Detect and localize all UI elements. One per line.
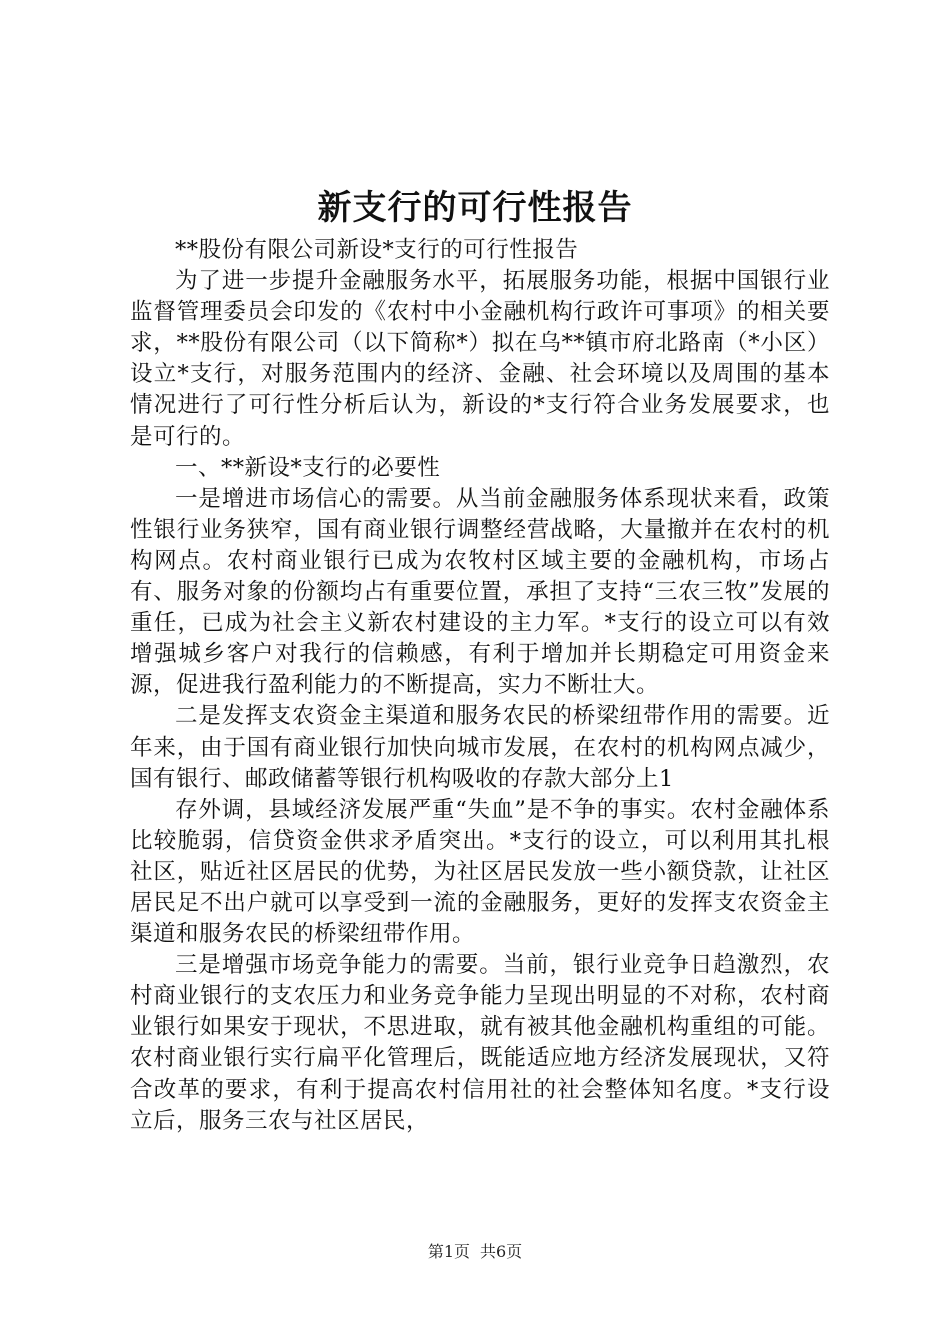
page-number: 第1页 <box>427 1242 470 1261</box>
intro-paragraph: 为了进一步提升金融服务水平，拓展服务功能，根据中国银行业监督管理委员会印发的《农村中小金融机构行政许可事项》的相关要求，**股份有限公司（以下简称*）拟在乌**镇市府北路南（*小区）设立*支行，对服务范围内的经济、金融、社会环境以及周围的基本情况进行了可行性分析后认为，新设的*支行符合业务发展要求，也是可行的。 <box>130 268 830 450</box>
body-paragraph: 存外调，县域经济发展严重“失血”是不争的事实。农村金融体系比较脆弱，信贷资金供求矛盾突出。*支行的设立，可以利用其扎根社区，贴近社区居民的优势，为社区居民发放一些小额贷款，让社区居民足不出户就可以享受到一流的金融服务，更好的发挥支农资金主渠道和服务农民的桥梁纽带作用。 <box>130 796 830 948</box>
body-paragraph: 一是增进市场信心的需要。从当前金融服务体系现状来看，政策性银行业务狭窄，国有商业银行调整经营战略，大量撤并在农村的机构网点。农村商业银行已成为农牧村区域主要的金融机构，市场占有、服务对象的份额均占有重要位置，承担了支持“三农三牧”发展的重任，已成为社会主义新农村建设的主力军。*支行的设立可以有效增强城乡客户对我行的信赖感，有利于增加并长期稳定可用资金来源，促进我行盈利能力的不断提高，实力不断壮大。 <box>130 485 830 699</box>
body-paragraph: 二是发挥支农资金主渠道和服务农民的桥梁纽带作用的需要。近年来，由于国有商业银行加快向城市发展，在农村的机构网点减少，国有银行、邮政储蓄等银行机构吸收的存款大部分上1 <box>130 703 830 792</box>
document-body <box>130 235 830 1137</box>
body-paragraph: 三是增强市场竞争能力的需要。当前，银行业竞争日趋激烈，农村商业银行的支农压力和业务竞争能力呈现出明显的不对称，农村商业银行如果安于现状，不思进取，就有被其他金融机构重组的可能。农村商业银行实行扁平化管理后，既能适应地方经济发展现状，又符合改革的要求，有利于提高农村信用社的社会整体知名度。*支行设立后，服务三农与社区居民， <box>130 952 830 1134</box>
page-total: 共6页 <box>480 1242 523 1261</box>
page-footer <box>0 1241 950 1263</box>
document-title: 新支行的可行性报告 <box>317 188 633 228</box>
section-heading: 一、**新设*支行的必要性 <box>175 454 441 481</box>
report-subtitle: **股份有限公司新设*支行的可行性报告 <box>175 237 579 263</box>
